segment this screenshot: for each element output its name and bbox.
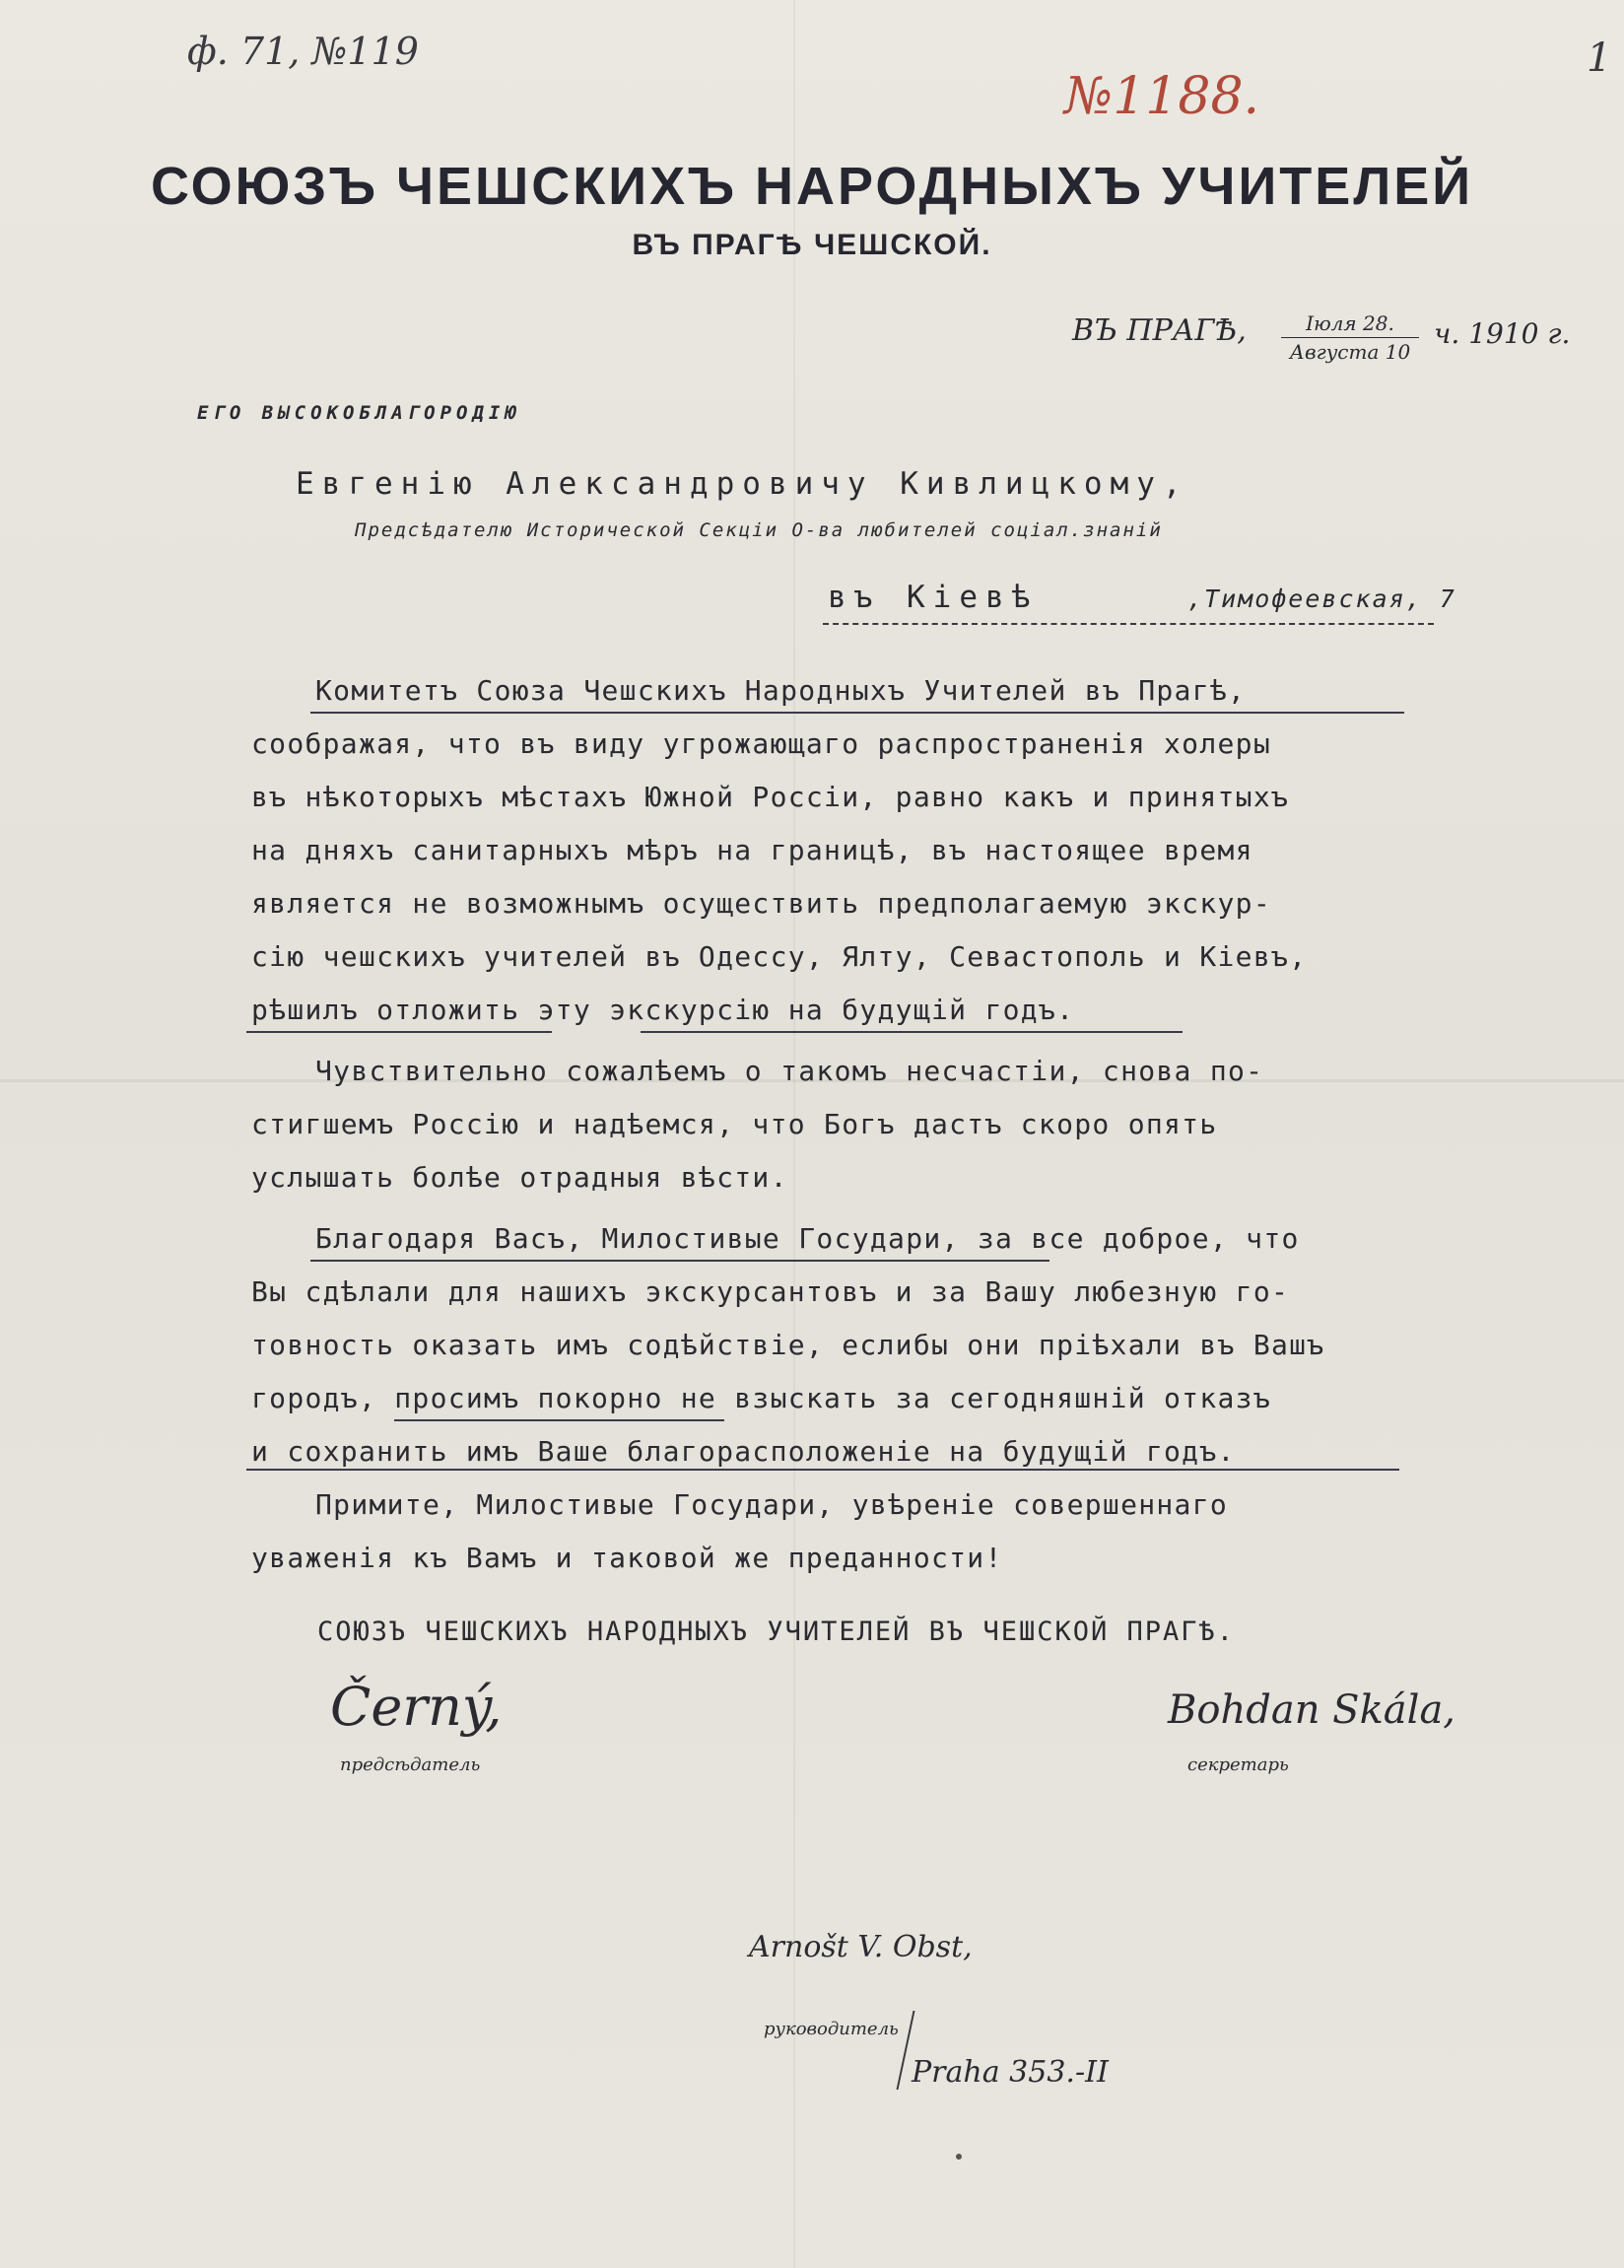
page-number: 1 (1587, 35, 1612, 81)
date-place: ВЪ ПРАГѢ, (1072, 313, 1247, 348)
archive-number: №1188. (1064, 67, 1260, 126)
pencil-underline (310, 1260, 1049, 1262)
address-name: Евгенію Александровичу Кивлицкому, (296, 466, 1189, 502)
address-city: въ Кіевѣ (828, 580, 1039, 615)
pencil-underline (246, 1469, 1399, 1471)
body-line: стигшемъ Россію и надѣемся, что Богъ дастъ скоро опять (251, 1108, 1218, 1140)
letterhead-subtitle: ВЪ ПРАГѢ ЧЕШСКОЙ. (632, 229, 992, 261)
body-line: и сохранить имъ Ваше благорасположеніе на будущій годъ. (251, 1435, 1236, 1468)
body-line: въ нѣкоторыхъ мѣстахъ Южной Россіи, равно какъ и принятыхъ (251, 781, 1290, 813)
body-line: является не возможнымъ осуществить предполагаемую экскур- (251, 887, 1271, 920)
leader-signature: Arnošt V. Obst, (749, 1930, 973, 1964)
pencil-underline (641, 1031, 1183, 1033)
body-line: уваженія къ Вамъ и таковой же преданности! (251, 1542, 1003, 1574)
body-line: городъ, просимъ покорно не взыскать за сегодняшній отказъ (251, 1382, 1271, 1414)
body-line: Примите, Милостивые Государи, увѣреніе совершеннаго (315, 1488, 1229, 1521)
chairman-role: предсѣдатель (340, 1754, 481, 1775)
ink-dot (956, 2154, 962, 2160)
pencil-underline (310, 712, 1404, 714)
body-line: Чувствительно сожалѣемъ о такомъ несчастіи, снова по- (315, 1055, 1264, 1087)
body-line: на дняхъ санитарныхъ мѣръ на границѣ, въ настоящее время (251, 834, 1253, 866)
address-role: Предсѣдателю Исторической Секціи О-ва любителей соціал.знаній (355, 519, 1163, 541)
body-line: сію чешскихъ учителей въ Одессу, Ялту, Севастополь и Кіевъ, (251, 940, 1308, 973)
date-year: ч. 1910 г. (1434, 317, 1571, 350)
body-line: услышать болѣе отрадныя вѣсти. (251, 1161, 788, 1194)
letterhead-title: СОЮЗЪ ЧЕШСКИХЪ НАРОДНЫХЪ УЧИТЕЛЕЙ (150, 157, 1474, 216)
body-line: Комитетъ Союза Чешскихъ Народныхъ Учителей въ Прагѣ, (315, 674, 1247, 707)
chairman-signature: Černý, (330, 1676, 503, 1738)
secretary-signature: Bohdan Skála, (1168, 1687, 1456, 1733)
closing-organization: СОЮЗЪ ЧЕШСКИХЪ НАРОДНЫХЪ УЧИТЕЛЕЙ ВЪ ЧЕШСКОЙ ПРАГѢ. (317, 1616, 1236, 1647)
body-line: Вы сдѣлали для нашихъ экскурсантовъ и за Вашу любезную го- (251, 1275, 1290, 1308)
date-fraction (1281, 311, 1419, 364)
pencil-underline (394, 1419, 724, 1421)
address-street: ,Тимофеевская, 7 (1187, 584, 1456, 613)
body-line: соображая, что въ виду угрожающаго распространенія холеры (251, 727, 1271, 760)
pencil-underline (246, 1031, 552, 1033)
archive-reference: ф. 71, №119 (187, 30, 419, 73)
leader-role: руководитель (764, 2019, 899, 2039)
body-line: рѣшилъ отложить эту экскурсію на будущій годъ. (251, 994, 1075, 1026)
date-new-style: Августа 10 (1289, 340, 1411, 364)
address-underline (823, 623, 1434, 625)
date-old-style: Іюля 28. (1281, 311, 1419, 338)
leader-address: Praha 353.-II (912, 2055, 1109, 2090)
body-line: товность оказать имъ содѣйствіе, еслибы они пріѣхали въ Вашъ (251, 1329, 1325, 1361)
secretary-role: секретарь (1187, 1754, 1289, 1775)
address-salutation: ЕГО ВЫСОКОБЛАГОРОДІЮ (197, 402, 521, 424)
body-line: Благодаря Васъ, Милостивые Государи, за все доброе, что (315, 1222, 1300, 1255)
